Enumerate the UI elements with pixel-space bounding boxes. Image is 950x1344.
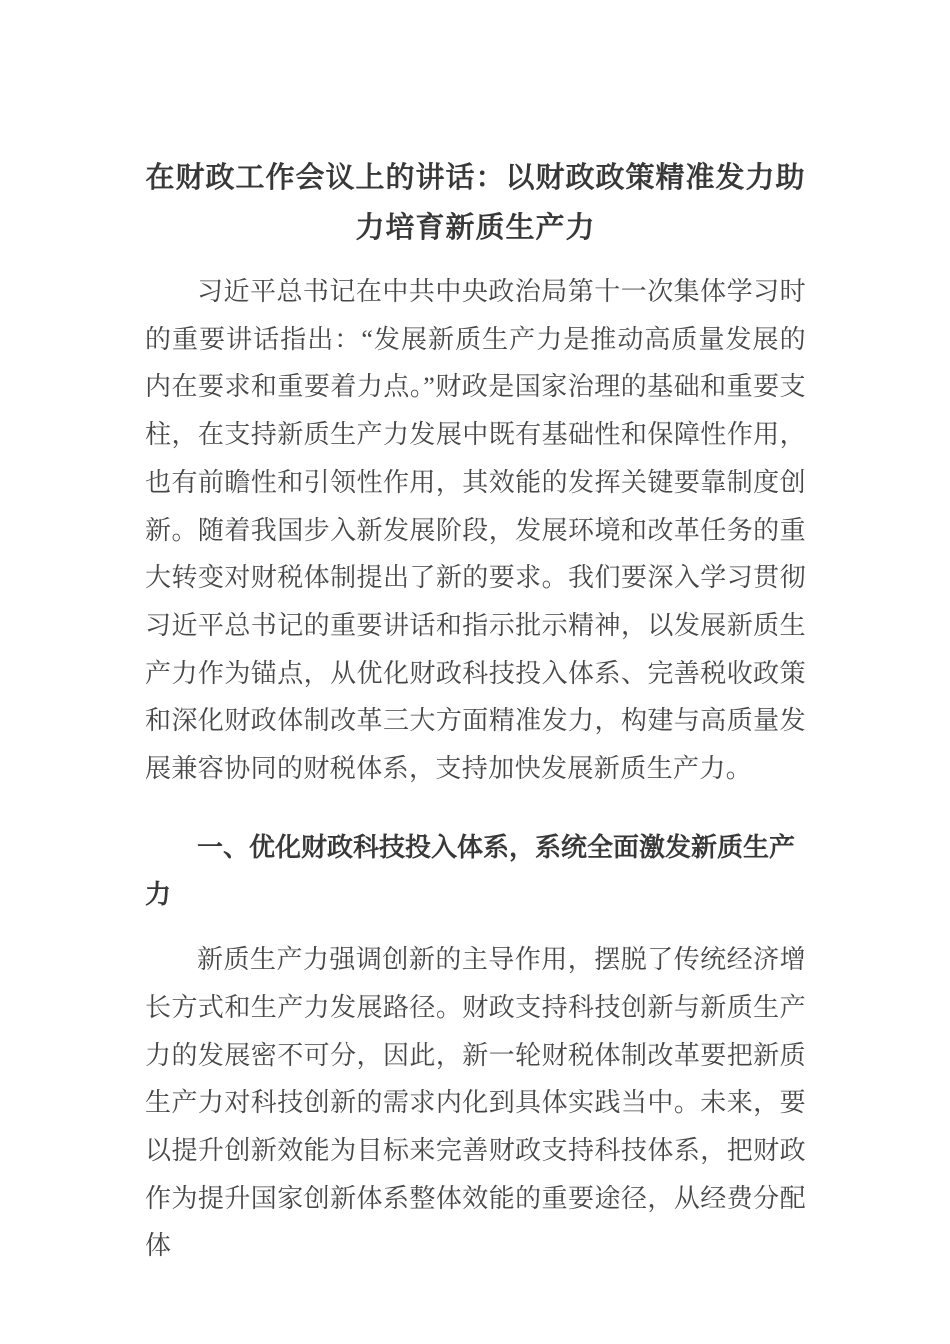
document-title: 在财政工作会议上的讲话：以财政政策精准发力助力培育新质生产力 (145, 162, 806, 244)
intro-paragraph: 习近平总书记在中共中央政治局第十一次集体学习时的重要讲话指出：“发展新质生产力是推动高质量发展的内在要求和重要着力点。”财政是国家治理的基础和重要支柱，在支持新质生产力发展中既有基础性和保障性作用，也有前瞻性和引领性作用，其效能的发挥关键要靠制度创新。随着我国步入新发展阶段，发展环境和改革任务的重大转变对财税体制提出了新的要求。我们要深入学习贯彻习近平总书记的重要讲话和指示批示精神，以发展新质生产力作为锚点，从优化财政科技投入体系、完善税收政策和深化财政体制改革三大方面精准发力，构建与高质量发展兼容协同的财税体系，支持加快发展新质生产力。 (145, 277, 806, 784)
section-1-heading: 一、优化财政科技投入体系，系统全面激发新质生产力 (145, 832, 796, 910)
section-1-paragraph: 新质生产力强调创新的主导作用，摆脱了传统经济增长方式和生产力发展路径。财政支持科技创新与新质生产力的发展密不可分，因此，新一轮财税体制改革要把新质生产力对科技创新的需求内化到具体实践当中。未来，要以提升创新效能为目标来完善财政支持科技体系，把财政作为提升国家创新体系整体效能的重要途径，从经费分配体 (145, 945, 806, 1261)
